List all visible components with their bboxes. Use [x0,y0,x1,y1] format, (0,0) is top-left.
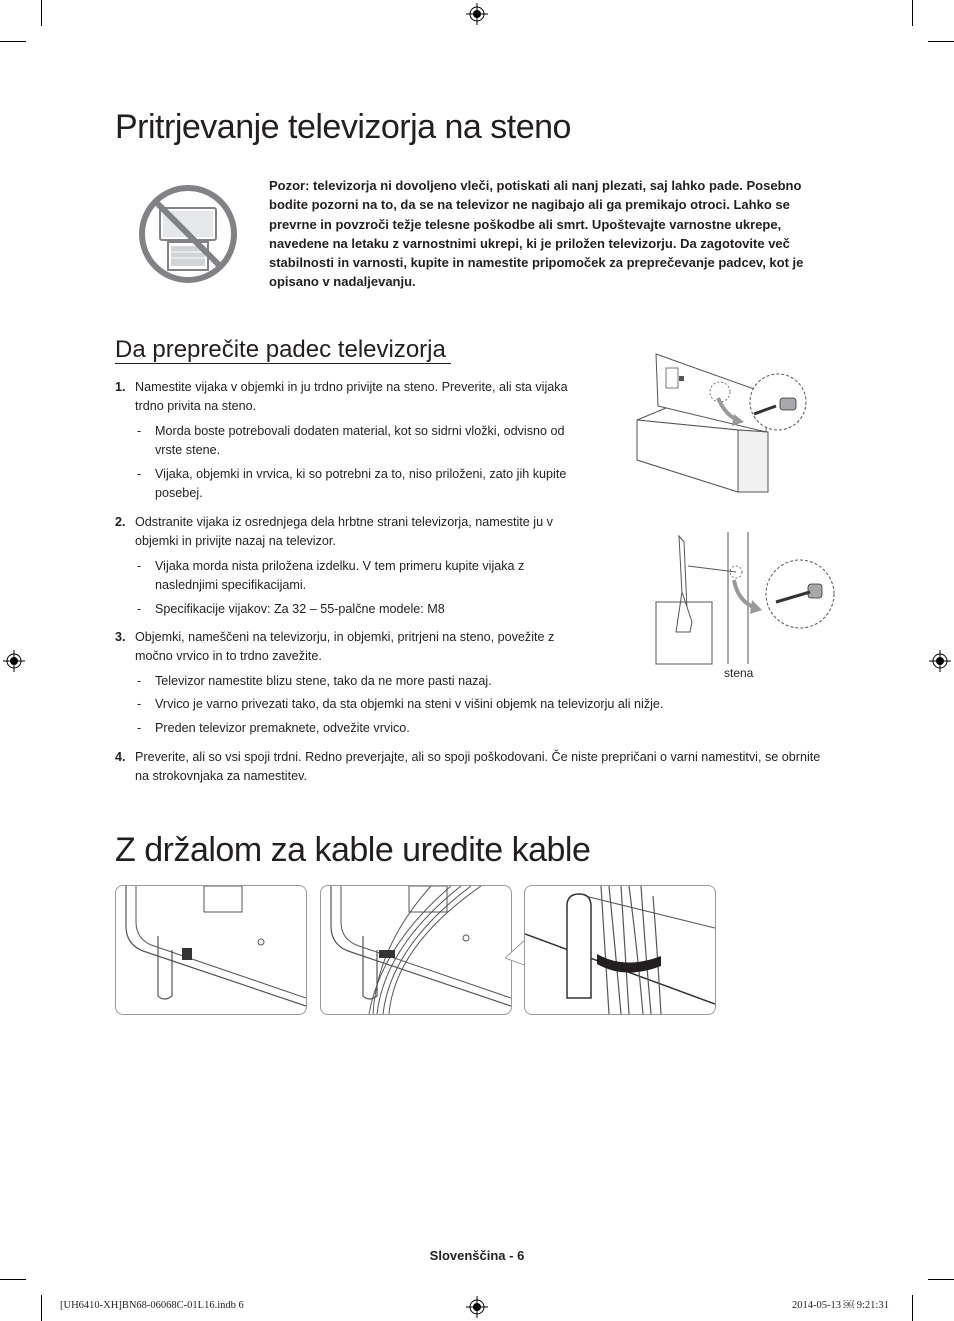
tv-clamp-illustration [630,350,810,495]
step-3 [115,628,585,667]
cables-in-holder-illustration [321,886,511,1014]
bullet-item: - Vijaka morda nista priložena izdelku. V tem primeru kupite vijaka z naslednjimi specifikacijami. [137,559,525,593]
crop-mark [928,1279,954,1280]
tv-wall-cord-illustration [652,532,842,667]
registration-mark-icon [466,3,488,25]
bullet-item: - Morda boste potrebovali dodaten material, kot so sidrni vložki, odvisno od vrste stene. [137,424,565,458]
bullet-item: - Preden televizor premaknete, odvežite vrvico. [137,721,410,735]
no-climbing-warning-icon [138,184,238,284]
subtitle-underline [115,363,451,364]
cable-holder-panel-1 [115,885,307,1015]
bullet-item: - Vijaka, objemki in vrvica, ki so potrebni za to, niso priloženi, zato jih kupite posebej. [137,467,567,501]
step-2 [115,513,585,552]
crop-mark [0,1279,26,1280]
bullet-item: - Specifikacije vijakov: Za 32 – 55-palčne modele: M8 [137,602,445,616]
section-title-wall-mount: Pritrjevanje televizorja na steno [115,108,571,146]
tv-back-bracket-illustration [116,886,306,1014]
cable-holder-panel-3 [524,885,716,1015]
step-text: Objemki, nameščeni na televizorju, in objemki, pritrjeni na steno, povežite z močno vrvico in to trdno zavežite. [135,630,555,664]
section-subtitle-prevent-fall: Da preprečite padec televizorja [115,336,446,363]
step-text: Preverite, ali so vsi spoji trdni. Redno preverjajte, ali so spoji poškodovani. Če niste prepričani o varni namestitvi, se obrnite na strokovnjaka za namestitev. [135,750,821,784]
section-title-cable-holder: Z držalom za kable uredite kable [115,831,591,869]
step-1 [115,378,585,417]
bullet-text: Morda boste potrebovali dodaten material, kot so sidrni vložki, odvisno od vrste stene. [155,424,565,458]
bullet-text: Vijaka morda nista priložena izdelku. V tem primeru kupite vijaka z naslednjimi specifikacijami. [155,559,525,593]
step-4 [115,748,835,787]
safety-warning-text: Pozor: televizorja ni dovoljeno vleči, potiskati ali nanj plezati, saj lahko pade. Posebno bodite pozorni na to, da se na televizor ne nagibajo ali ga premikajo otroci. Lahko se prevrne in povzroči težje telesne poškodbe ali smrt. Upoštevajte varnostne ukrepe, navedene na letaku z varnostnimi ukrepi, ki je priložen televizorju. Da zagotovite več stabilnosti in varnosti, kupite in namestite pripomoček za preprečevanje padcev, kot je opisano v nadaljevanju. [269,178,804,290]
footer-file-name: [UH6410-XH]BN68-06068C-01L16.indb 6 [60,1300,244,1311]
crop-mark [928,41,954,42]
bullet-item: - Vrvico je varno privezati tako, da sta objemki na steni v višini objemk na televizorju ali nižje. [137,697,664,711]
footer-timestamp: 2014-05-13 ￼ 9:21:31 [792,1300,889,1311]
registration-mark-icon [466,1296,488,1318]
bullet-item: - Televizor namestite blizu stene, tako da ne more pasti nazaj. [137,674,492,688]
step-number: 3. [115,630,126,644]
page-number: Slovenščina - 6 [429,1248,525,1263]
cable-holder-panel-2 [320,885,512,1015]
step-number: 1. [115,380,126,394]
step-text: Namestite vijaka v objemki in ju trdno privijte na steno. Preverite, ali sta vijaka trdno privita na steno. [135,380,568,414]
wall-label: stena [724,666,754,680]
crop-mark [0,41,26,42]
step-number: 4. [115,750,126,764]
bullet-text: Vrvico je varno privezati tako, da sta objemki na steni v višini objemk na televizorju ali nižje. [155,697,664,711]
step-text: Odstranite vijaka iz osrednjega dela hrbtne strani televizorja, namestite ju v objemki in privijte nazaj na televizor. [135,515,553,549]
bullet-text: Televizor namestite blizu stene, tako da ne more pasti nazaj. [155,674,492,688]
bullet-text: Vijaka, objemki in vrvica, ki so potrebni za to, niso priloženi, zato jih kupite posebej. [155,467,567,501]
step-number: 2. [115,515,126,529]
crop-mark [912,1295,913,1321]
bullet-text: Specifikacije vijakov: Za 32 – 55-palčne modele: M8 [155,602,445,616]
registration-mark-icon [3,650,25,672]
crop-mark [41,1295,42,1321]
crop-mark [41,0,42,26]
crop-mark [912,0,913,26]
bullet-text: Preden televizor premaknete, odvežite vrvico. [155,721,410,735]
cable-holder-closeup-illustration [525,886,715,1014]
registration-mark-icon [929,650,951,672]
